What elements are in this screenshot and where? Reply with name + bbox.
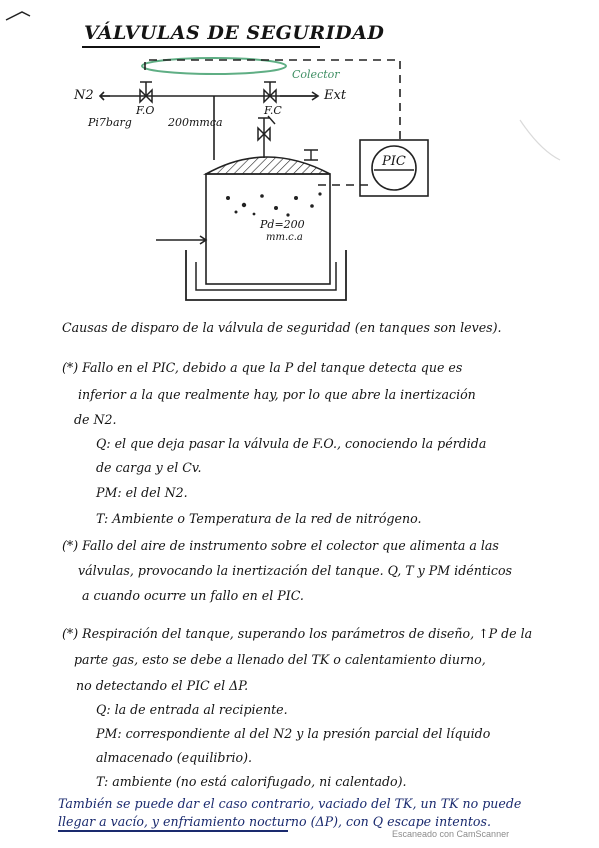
text-line: almacenado (equilibrio). xyxy=(96,750,252,765)
text-line: Q: la de entrada al recipiente. xyxy=(96,702,288,717)
note-underline xyxy=(58,830,288,832)
title-underline xyxy=(82,46,320,48)
text-line: válvulas, provocando la inertización del tanque. Q, T y PM idénticos xyxy=(78,563,513,578)
pic-label: PIC xyxy=(382,154,406,169)
text-line: T: Ambiente o Temperatura de la red de nitrógeno. xyxy=(96,511,422,526)
text-line: llegar a vacío, y enfriamiento nocturno (ΔP), con Q escape intentos. xyxy=(58,814,491,829)
text-line: inferior a la que realmente hay, por lo que abre la inertización xyxy=(78,387,476,402)
fc-label: F.C xyxy=(264,104,282,117)
valve-fo xyxy=(140,82,152,102)
text-line: a cuando ocurre un fallo en el PIC. xyxy=(82,588,304,603)
scribble-mark xyxy=(6,12,30,20)
scanner-watermark: Escaneado con CamScanner xyxy=(392,829,510,839)
page-title: VÁLVULAS DE SEGURIDAD xyxy=(84,22,385,44)
text-line: Q: el que deja pasar la válvula de F.O., conociendo la pérdida xyxy=(96,436,487,451)
n2-label: N2 xyxy=(74,88,94,103)
text-line: de carga y el Cv. xyxy=(96,460,202,475)
text-line: T: ambiente (no está calorifugado, ni calentado). xyxy=(96,774,407,789)
ext-label: Ext xyxy=(324,88,347,103)
valve-diagram xyxy=(0,0,599,320)
pd-label-line2: mm.c.a xyxy=(266,232,303,243)
containment xyxy=(186,250,346,300)
n2-arrow xyxy=(100,92,110,100)
text-line: Causas de disparo de la válvula de seguridad (en tanques son leves). xyxy=(62,320,502,335)
gas-bubbles xyxy=(226,192,322,216)
text-line: de N2. xyxy=(74,412,117,427)
text-line: (*) Respiración del tanque, superando los parámetros de diseño, ↑P de la xyxy=(62,626,533,641)
text-line: PM: el del N2. xyxy=(96,485,188,500)
pd-label-line1: Pd=200 xyxy=(260,218,305,231)
fo-label: F.O xyxy=(136,104,155,117)
vent-arrow xyxy=(280,92,318,100)
text-line: (*) Fallo del aire de instrumento sobre el colector que alimenta a las xyxy=(62,538,499,553)
text-line: También se puede dar el caso contrario, vaciado del TK, un TK no puede xyxy=(58,796,522,811)
text-line: PM: correspondiente al del N2 y la presión parcial del líquido xyxy=(96,726,491,741)
pressure-left-label: Pi7barg xyxy=(88,116,132,129)
text-line: (*) Fallo en el PIC, debido a que la P del tanque detecta que es xyxy=(62,360,463,375)
pressure-mid-label: 200mmca xyxy=(168,116,223,129)
text-line: parte gas, esto se debe a llenado del TK o calentamiento diurno, xyxy=(74,652,486,667)
liquid-inlet-arrow xyxy=(156,236,206,244)
safety-valve xyxy=(258,116,275,158)
text-line: no detectando el PIC el ΔP. xyxy=(76,678,249,693)
colector-label: Colector xyxy=(292,68,340,81)
tank-nozzle xyxy=(304,150,318,160)
valve-fc xyxy=(264,82,276,102)
